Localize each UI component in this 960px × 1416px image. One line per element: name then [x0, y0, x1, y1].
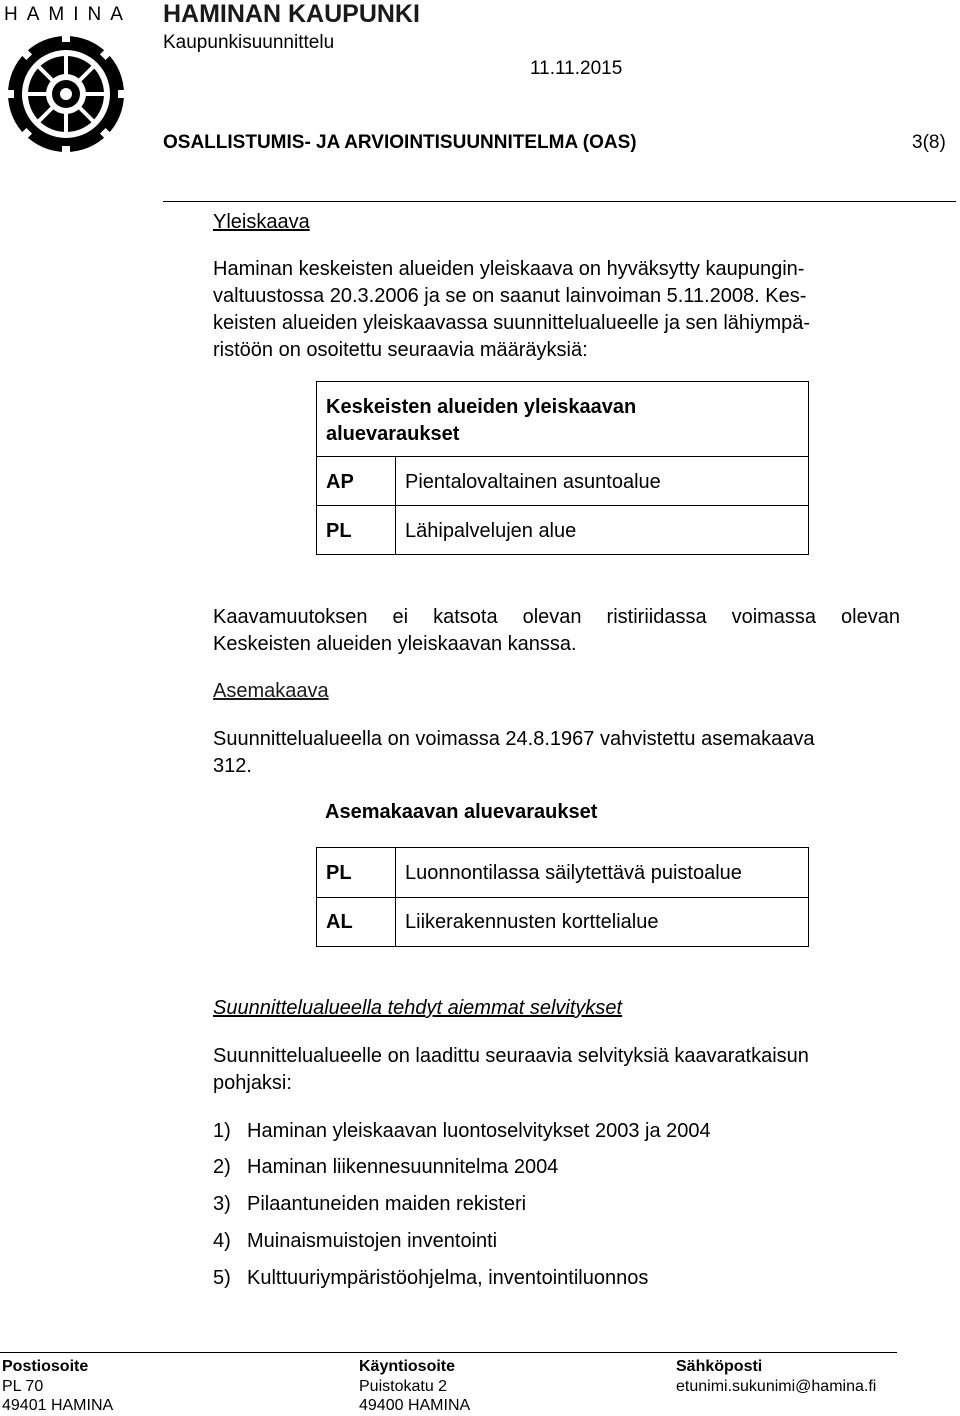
footer-postal-label: Postiosoite — [2, 1358, 89, 1375]
section-heading-yleiskaava: Yleiskaava — [213, 211, 310, 233]
paragraph-line: 312. — [213, 755, 252, 777]
asemakaava-aluevaraukset-table — [316, 847, 809, 947]
header-divider — [163, 201, 956, 202]
list-text: Haminan liikennesuunnitelma 2004 — [247, 1156, 559, 1178]
section-heading-asemakaava: Asemakaava — [213, 680, 329, 702]
list-item — [213, 1193, 526, 1216]
footer-email-address[interactable]: etunimi.sukunimi@hamina.fi — [676, 1378, 877, 1395]
table-divider — [317, 456, 808, 457]
list-item — [213, 1120, 711, 1143]
list-text: Haminan yleiskaavan luontoselvitykset 2003 ja 2004 — [247, 1120, 711, 1142]
paragraph-line: ristöön on osoitettu seuraavia määräyksiä: — [213, 339, 588, 361]
list-number: 3) — [213, 1193, 231, 1215]
table-divider — [317, 505, 808, 506]
list-number: 4) — [213, 1230, 231, 1252]
hamina-logo — [2, 2, 134, 162]
logo-text: HAMINA — [4, 4, 132, 25]
paragraph-line: pohjaksi: — [213, 1072, 292, 1094]
footer-visit-line: 49400 HAMINA — [359, 1397, 471, 1414]
zone-code: PL — [326, 520, 352, 542]
footer-visit-label: Käyntiosoite — [359, 1358, 456, 1375]
footer-visit-line: Puistokatu 2 — [359, 1378, 448, 1395]
document-date: 11.11.2015 — [530, 58, 623, 79]
zone-description: Luonnontilassa säilytettävä puistoalue — [405, 862, 742, 884]
list-number: 1) — [213, 1120, 231, 1142]
organization-name: HAMINAN KAUPUNKI — [163, 0, 420, 28]
footer-email-label: Sähköposti — [676, 1358, 763, 1375]
department-name: Kaupunkisuunnittelu — [163, 32, 335, 53]
asemakaava-table-title: Asemakaavan aluevaraukset — [325, 801, 598, 823]
zone-code: PL — [326, 862, 352, 884]
zone-description: Pientalovaltainen asuntoalue — [405, 471, 661, 493]
table-title-line: Keskeisten alueiden yleiskaavan — [326, 396, 637, 418]
paragraph-line: Suunnittelualueella on voimassa 24.8.1967 vahvistettu asemakaava — [213, 728, 815, 750]
list-text: Kulttuuriympäristöohjelma, inventointiluonnos — [247, 1267, 649, 1289]
paragraph-line: keisten alueiden yleiskaavassa suunnittelualueelle ja sen lähiympä- — [213, 312, 811, 334]
list-number: 2) — [213, 1156, 231, 1178]
page-number: 3(8) — [912, 132, 946, 153]
list-item — [213, 1230, 497, 1253]
list-text: Pilaantuneiden maiden rekisteri — [247, 1193, 527, 1215]
paragraph-line: Kaavamuutoksen ei katsota olevan ristiriidassa voimassa olevan — [213, 606, 900, 628]
section-heading-selvitykset: Suunnittelualueella tehdyt aiemmat selvitykset — [213, 997, 623, 1019]
list-text: Muinaismuistojen inventointi — [247, 1230, 498, 1252]
yleiskaava-aluevaraukset-table — [316, 381, 809, 555]
table-title-line: aluevaraukset — [326, 423, 460, 445]
table-divider — [317, 897, 808, 898]
list-item — [213, 1156, 558, 1179]
footer-postal-line: 49401 HAMINA — [2, 1397, 114, 1414]
list-item — [213, 1267, 648, 1290]
paragraph-line: Keskeisten alueiden yleiskaavan kanssa. — [213, 633, 577, 655]
zone-description: Liikerakennusten korttelialue — [405, 911, 659, 933]
zone-code: AL — [326, 911, 353, 933]
footer-postal-line: PL 70 — [2, 1378, 44, 1395]
zone-description: Lähipalvelujen alue — [405, 520, 577, 542]
paragraph-line: Suunnittelualueelle on laadittu seuraavia selvityksiä kaavaratkaisun — [213, 1045, 809, 1067]
zone-code: AP — [326, 471, 354, 493]
list-number: 5) — [213, 1267, 231, 1289]
paragraph-line: Haminan keskeisten alueiden yleiskaava on hyväksytty kaupungin- — [213, 258, 805, 280]
paragraph-line: valtuustossa 20.3.2006 ja se on saanut lainvoiman 5.11.2008. Kes- — [213, 285, 807, 307]
document-title: OSALLISTUMIS- JA ARVIOINTISUUNNITELMA (OAS) — [163, 132, 637, 153]
footer-divider — [0, 1352, 897, 1353]
